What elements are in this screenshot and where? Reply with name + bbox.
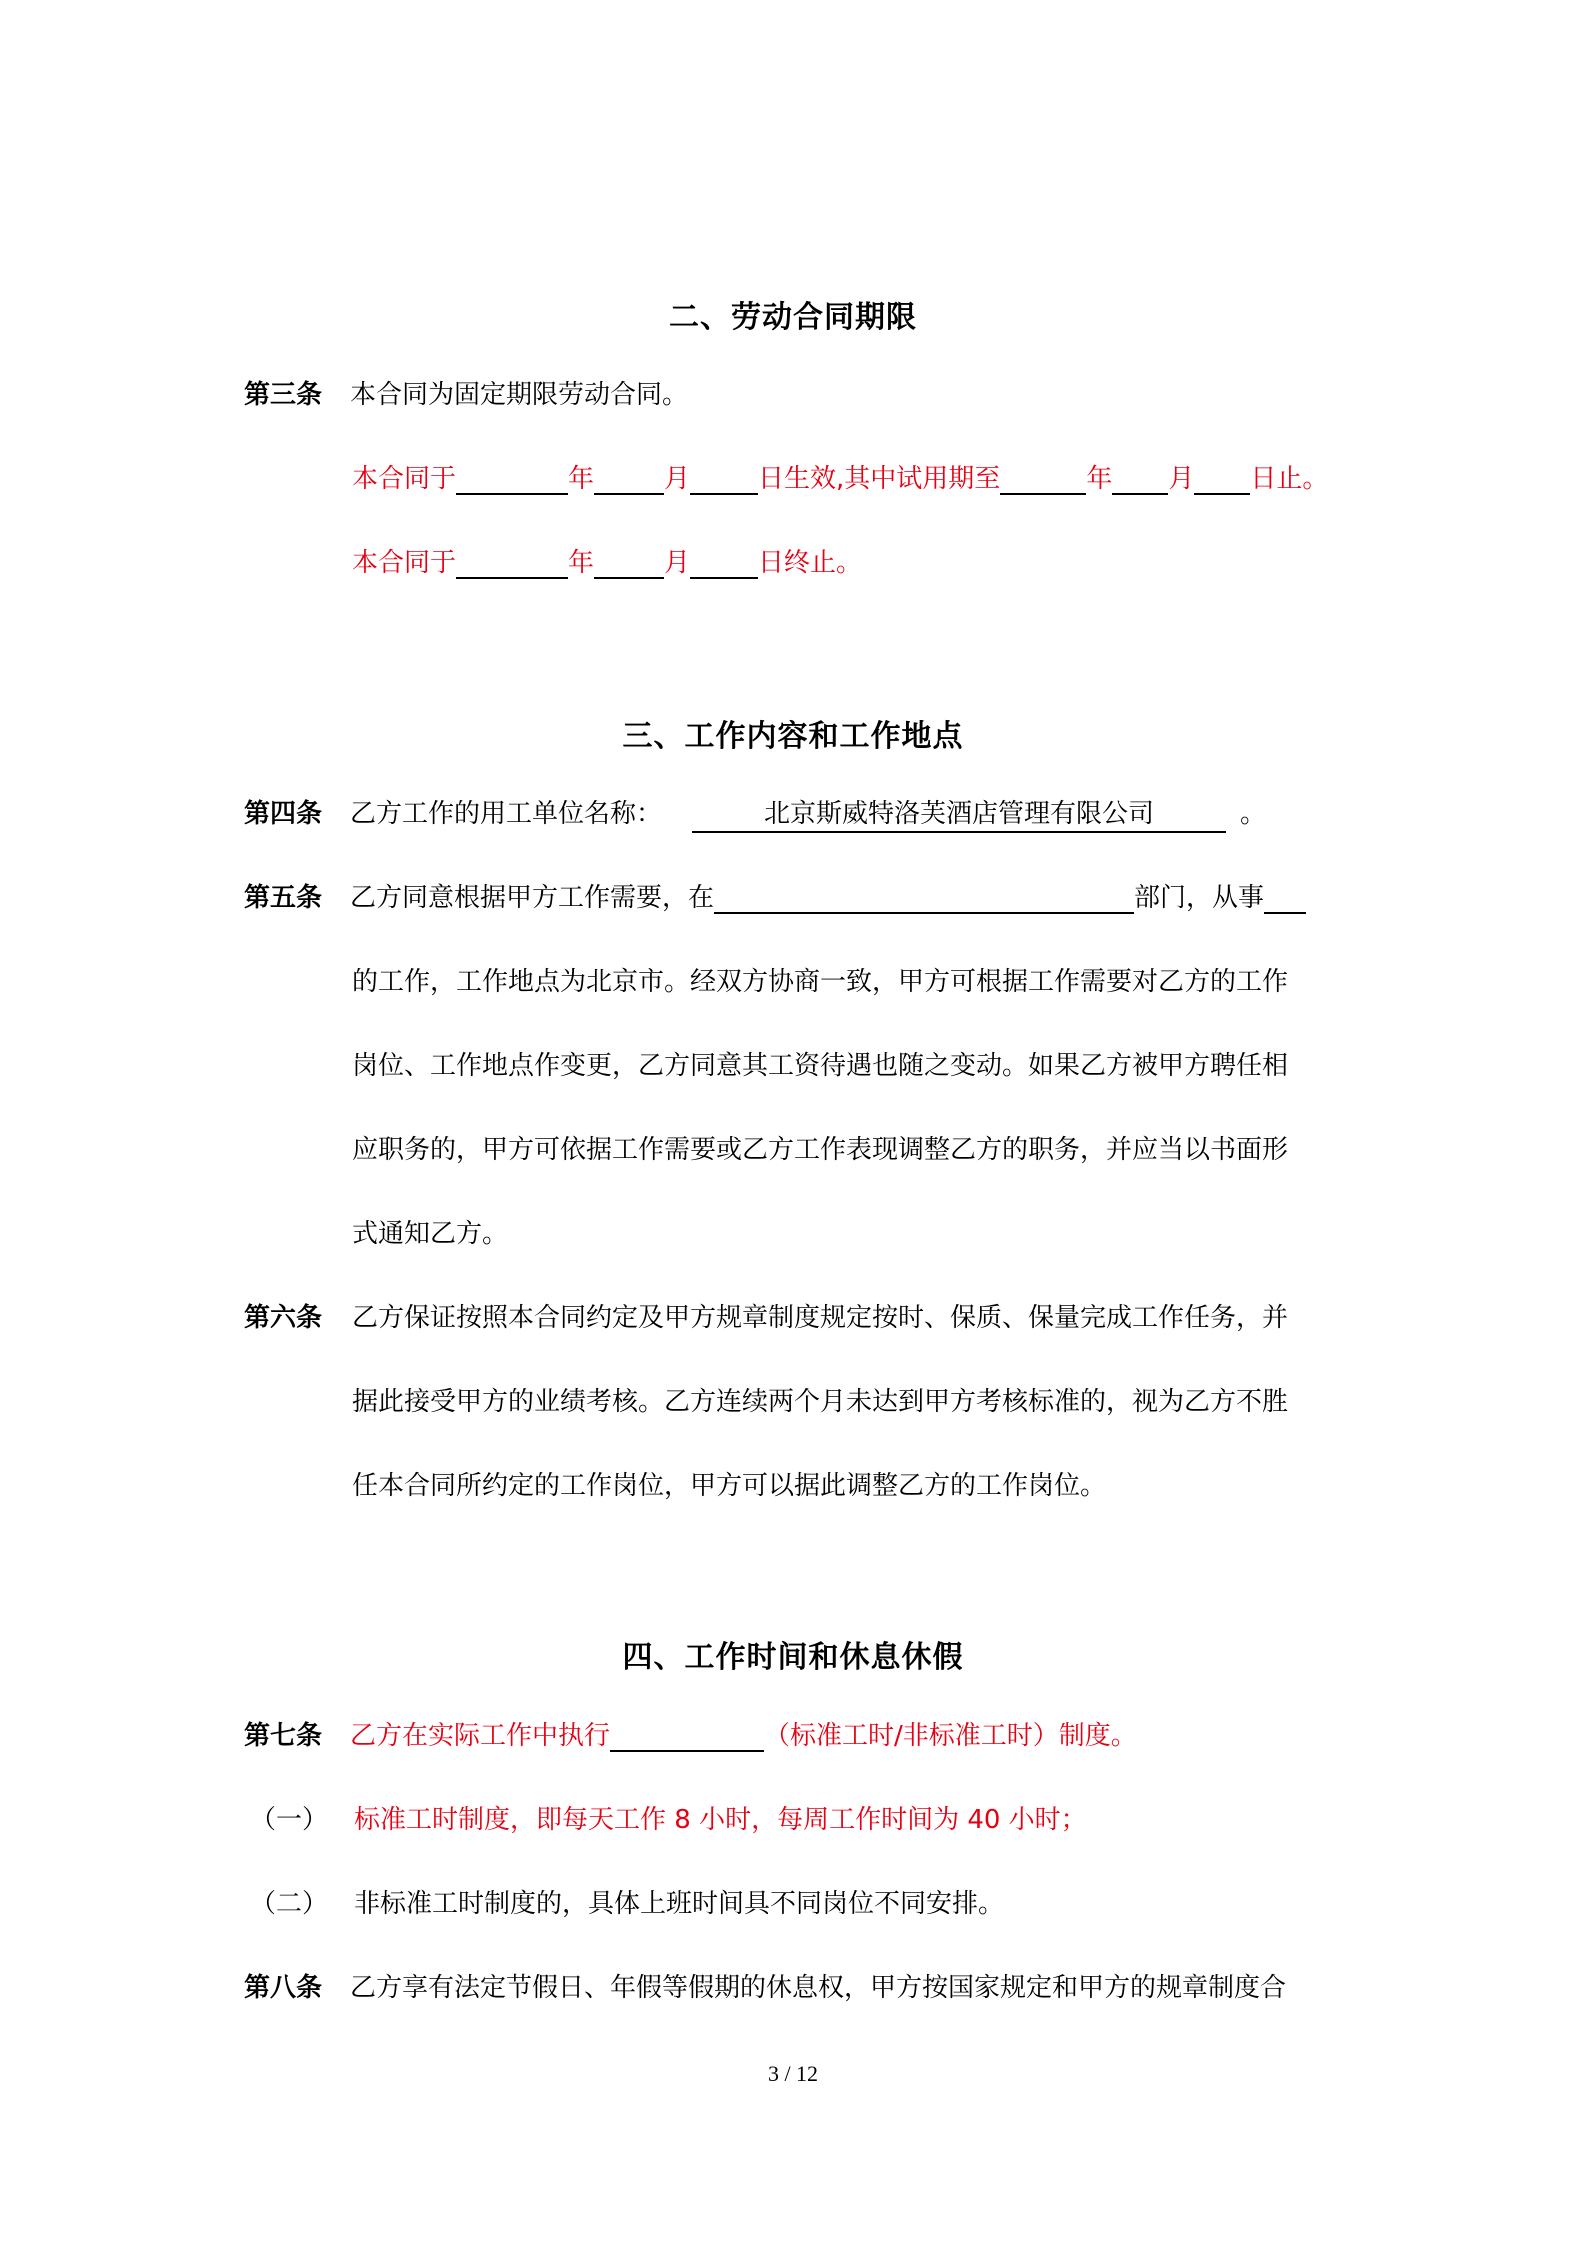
- article-6-line-1: 乙方保证按照本合同约定及甲方规章制度规定按时、保质、保量完成工作任务，并: [352, 1303, 1289, 1333]
- article-6-line-2: 据此接受甲方的业绩考核。乙方连续两个月未达到甲方考核标准的，视为乙方不胜: [352, 1387, 1289, 1417]
- article-5-line-5: 式通知乙方。: [352, 1219, 509, 1249]
- year-char: 年: [568, 464, 595, 494]
- effective-prefix: 本合同于: [352, 464, 457, 494]
- period: 。: [1240, 799, 1267, 829]
- article-3-label: 第三条: [244, 380, 323, 410]
- item-1-text: 标准工时制度，即每天工作 8 小时，每周工作时间为 40 小时；: [354, 1805, 1087, 1835]
- article-7-text-2: （标准工时/非标准工时）制度。: [764, 1721, 1137, 1751]
- probation-end-text: 日止。: [1250, 464, 1329, 494]
- item-1-number: （一）: [250, 1805, 329, 1835]
- article-6-label: 第六条: [244, 1303, 323, 1333]
- year-char: 年: [1086, 464, 1113, 494]
- article-4-label: 第四条: [244, 799, 323, 829]
- effective-day-blank[interactable]: [690, 463, 758, 495]
- section-heading-term: 二、劳动合同期限: [669, 300, 917, 335]
- article-7-line: [350, 1716, 1137, 1756]
- article-5-line-3: 岗位、工作地点作变更，乙方同意其工资待遇也随之变动。如果乙方被甲方聘任相: [352, 1051, 1289, 1081]
- page-number: 3 / 12: [767, 2061, 819, 2086]
- probation-text: 日生效,其中试用期至: [758, 464, 1001, 494]
- article-3-termination-line: [352, 543, 862, 583]
- article-6-line-3: 任本合同所约定的工作岗位，甲方可以据此调整乙方的工作岗位。: [352, 1471, 1107, 1501]
- employer-unit-name[interactable]: 北京斯威特洛芙酒店管理有限公司: [692, 797, 1226, 833]
- article-4-line: [350, 794, 1266, 834]
- item-2-number: （二）: [250, 1889, 329, 1919]
- article-3-effective-line: [352, 459, 1328, 499]
- termination-day-blank[interactable]: [690, 547, 758, 579]
- probation-month-blank[interactable]: [1112, 463, 1168, 495]
- employer-unit-label: 乙方工作的用工单位名称：: [350, 799, 663, 829]
- month-char: 月: [1168, 464, 1195, 494]
- work-hour-system-blank[interactable]: [610, 1720, 764, 1752]
- effective-year-blank[interactable]: [456, 463, 568, 495]
- effective-month-blank[interactable]: [594, 463, 664, 495]
- article-5-text-2: 部门，从事: [1134, 883, 1265, 913]
- article-8-label: 第八条: [244, 1973, 323, 2003]
- section-heading-work: 三、工作内容和工作地点: [622, 719, 964, 754]
- department-blank[interactable]: [714, 882, 1134, 914]
- year-char: 年: [568, 548, 595, 578]
- article-7-label: 第七条: [244, 1721, 323, 1751]
- article-5-text-1: 乙方同意根据甲方工作需要，在: [350, 883, 715, 913]
- probation-day-blank[interactable]: [1194, 463, 1250, 495]
- section-heading-hours: 四、工作时间和休息休假: [622, 1640, 964, 1675]
- month-char: 月: [664, 548, 691, 578]
- probation-year-blank[interactable]: [1000, 463, 1086, 495]
- termination-year-blank[interactable]: [456, 547, 568, 579]
- article-7-text-1: 乙方在实际工作中执行: [350, 1721, 611, 1751]
- termination-month-blank[interactable]: [594, 547, 664, 579]
- article-3-text: 本合同为固定期限劳动合同。: [350, 380, 689, 410]
- article-5-label: 第五条: [244, 883, 323, 913]
- article-8-text: 乙方享有法定节假日、年假等假期的休息权，甲方按国家规定和甲方的规章制度合: [350, 1973, 1287, 2003]
- termination-end-text: 日终止。: [758, 548, 863, 578]
- article-5-line-4: 应职务的，甲方可依据工作需要或乙方工作表现调整乙方的职务，并应当以书面形: [352, 1135, 1289, 1165]
- month-char: 月: [664, 464, 691, 494]
- article-5-line-1: [350, 878, 1306, 918]
- position-blank[interactable]: [1264, 882, 1306, 914]
- termination-prefix: 本合同于: [352, 548, 457, 578]
- article-5-line-2: 的工作，工作地点为北京市。经双方协商一致，甲方可根据工作需要对乙方的工作: [352, 967, 1289, 997]
- item-2-text: 非标准工时制度的，具体上班时间具不同岗位不同安排。: [354, 1889, 1005, 1919]
